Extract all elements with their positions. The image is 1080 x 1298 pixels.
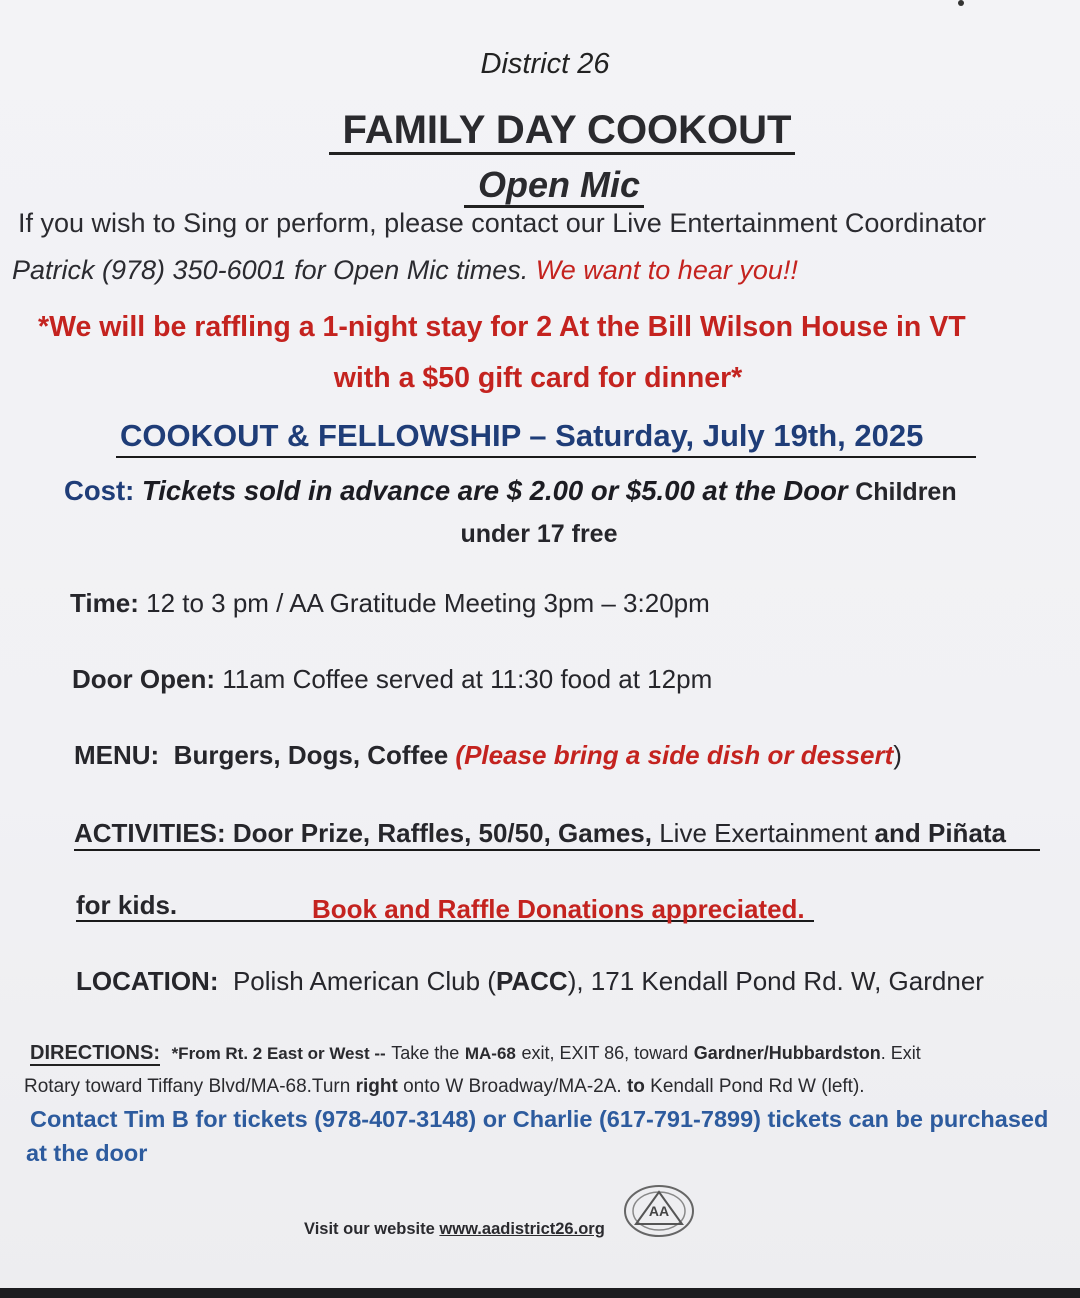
donations-note: Book and Raffle Donations appreciated. (312, 894, 805, 924)
time-label: Time: (70, 588, 139, 618)
intro-line-1: If you wish to Sing or perform, please contact our Live Entertainment Coordinator (18, 208, 986, 238)
door-row (72, 664, 712, 695)
activities-end: and Piñata (874, 818, 1007, 848)
dir-rotary: Rotary toward Tiffany Blvd/MA-68.Turn (24, 1076, 351, 1097)
menu-close: ) (893, 740, 902, 770)
dir-route: MA-68 (464, 1044, 516, 1063)
dir-from: *From Rt. 2 East or West -- (171, 1044, 386, 1063)
menu-value: Burgers, Dogs, Coffee (173, 740, 449, 770)
event-title-text: FAMILY DAY COOKOUT (329, 108, 796, 155)
cookout-headline: COOKOUT & FELLOWSHIP – Saturday, July 19th, 2025 (120, 418, 924, 453)
website-label: Visit our website (304, 1220, 435, 1238)
raffle-line-1: *We will be raffling a 1-night stay for 2 At the Bill Wilson House in VT (38, 311, 966, 343)
open-mic-heading (0, 164, 1080, 206)
open-mic-text: Open Mic (464, 164, 644, 208)
location-row (76, 966, 984, 997)
speck (958, 0, 964, 6)
website-line (304, 1220, 605, 1239)
contact-line-2: at the door (26, 1140, 148, 1166)
website-link[interactable]: www.aadistrict26.org (439, 1220, 605, 1238)
directions-line-2 (24, 1076, 865, 1098)
cost-children: Children (855, 478, 957, 506)
dir-kendall: Kendall Pond Rd W (left). (650, 1076, 865, 1097)
location-b: PACC (495, 966, 568, 996)
menu-note: (Please bring a side dish or dessert (455, 740, 894, 770)
time-value: 12 to 3 pm / AA Gratitude Meeting 3pm – 3:20pm (146, 588, 710, 618)
dir-town: Gardner/Hubbardston (693, 1043, 881, 1063)
for-kids-text: for kids. (76, 890, 178, 920)
dir-take: Take the (391, 1043, 460, 1063)
dir-right: right (355, 1076, 398, 1097)
directions-line-1 (30, 1042, 921, 1065)
contact-line-1: Contact Tim B for tickets (978-407-3148) or Charlie (617-791-7899) tickets can be purchased (30, 1106, 1049, 1132)
location-a: Polish American Club ( (232, 966, 496, 996)
directions-label: DIRECTIONS: (30, 1042, 160, 1064)
cost-line-2: under 17 free (460, 520, 618, 548)
cost-label: Cost: (64, 475, 135, 506)
door-value: 11am Coffee served at 11:30 food at 12pm (222, 664, 713, 694)
activities-underline (74, 849, 1040, 851)
logo-text: AA (648, 1203, 670, 1219)
door-label: Door Open: (72, 664, 215, 694)
page-bottom-edge (0, 1288, 1080, 1298)
intro-contact: Patrick (978) 350-6001 for Open Mic times. (12, 255, 529, 285)
activities-bold: ACTIVITIES: Door Prize, Raffles, 50/50, Games, (74, 818, 652, 848)
menu-row (74, 740, 902, 771)
for-kids (76, 890, 177, 921)
headline-underline (116, 456, 976, 458)
district-label: District 26 (480, 48, 610, 80)
activities-row (74, 818, 1006, 849)
time-row (70, 588, 710, 619)
cost-line (64, 475, 957, 507)
dir-broadway: onto W Broadway/MA-2A. (403, 1076, 622, 1097)
location-c: ), 171 Kendall Pond Rd. W, Gardner (567, 966, 984, 996)
activities-plain: Live Exertainment (659, 818, 868, 848)
raffle-line-2: with a $50 gift card for dinner* (333, 362, 743, 394)
dir-exit: exit, EXIT 86, toward (521, 1043, 689, 1063)
cost-text: Tickets sold in advance are $ 2.00 or $5.00 at the Door (141, 475, 848, 506)
dir-to: to (626, 1076, 645, 1097)
menu-label: MENU: (74, 740, 160, 770)
event-title (0, 108, 1080, 153)
intro-line-2 (12, 255, 798, 286)
dir-exit2: . Exit (880, 1043, 921, 1063)
location-label: LOCATION: (76, 966, 219, 996)
intro-callout: We want to hear you!! (535, 255, 798, 285)
aa-logo-icon (620, 1182, 698, 1240)
